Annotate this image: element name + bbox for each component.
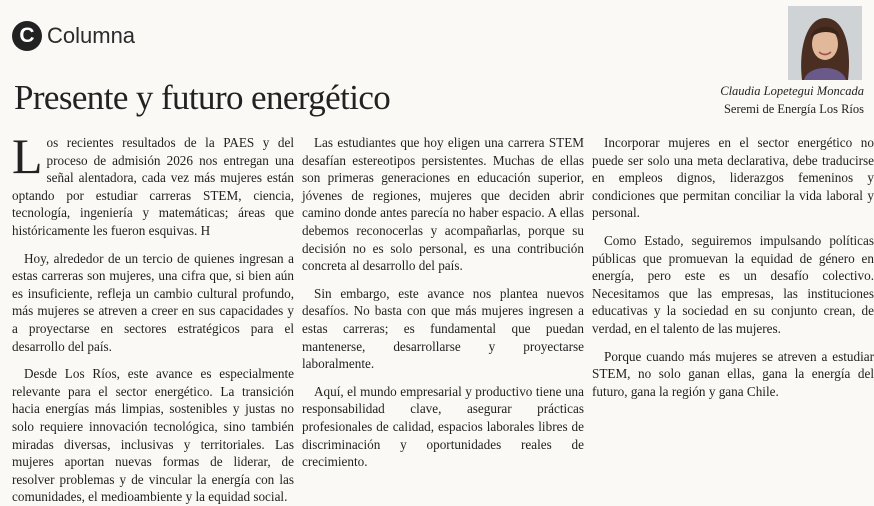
author-name: Claudia Lopetegui Moncada bbox=[720, 84, 864, 98]
article-column-3 bbox=[592, 134, 874, 424]
article-paragraph: Las estudiantes que hoy eligen una carrera STEM desafían estereotipos persistentes. Muchas de ellas son primeras generaciones en educación superior, jóvenes de regiones, mujeres que deciden abrir camino donde antes parecía no haber espacio. A ellas debemos reconocerlas y acompañarlas, porque su decisión no es solo personal, es una contribución concreta al desarrollo del país. bbox=[302, 135, 584, 274]
section-badge: C bbox=[12, 21, 42, 51]
article-column-1 bbox=[12, 128, 294, 505]
article-paragraph: Incorporar mujeres en el sector energético no puede ser solo una meta declarativa, debe traducirse en empleos dignos, liderazgos femeninos y condiciones que permitan conciliar la vida laboral y personal. bbox=[592, 135, 874, 221]
article-headline: Presente y futuro energético bbox=[14, 78, 391, 117]
drop-cap: L bbox=[12, 128, 43, 184]
article-paragraph: Como Estado, seguiremos impulsando políticas públicas que promuevan la equidad de género en energía, pero este es un desafío colectivo. Necesitamos que las empresas, las instituciones educativas y la sociedad en su conjunto crean, de verdad, en el talento de las mujeres. bbox=[592, 232, 874, 336]
article-paragraph: Sin embargo, este avance nos plantea nuevos desafíos. No basta con que más mujeres ingresen a estas carreras; es fundamental que puedan mantenerse, desarrollarse y proyectarse laboralmente. bbox=[302, 285, 584, 372]
article-paragraph: Aquí, el mundo empresarial y productivo tiene una responsabilidad clave, asegurar prácticas profesionales de calidad, espacios laborales libres de discriminación y oportunidades reales de crecimiento. bbox=[302, 383, 584, 470]
author-portrait-icon bbox=[788, 6, 862, 80]
article-paragraph: Desde Los Ríos, este avance es especialmente relevante para el sector energético. La transición hacia energías más limpias, sostenibles y justas no solo requiere innovación tecnológica, sino también miradas diversas, inclusivas y territoriales. Las mujeres aportan nuevas formas de liderar, de resolver problemas y de vincular la energía con las comunidades, el medioambiente y la equidad social. bbox=[12, 366, 294, 505]
section-label: Columna bbox=[47, 23, 136, 48]
article-paragraph: Hoy, alrededor de un tercio de quienes ingresan a estas carreras son mujeres, una cifra que, si bien aún es insuficiente, refleja un cambio cultural profundo, más mujeres se atreven a creer en sus capacidades y a proyectarse en sectores estratégicos para el desarrollo del país. bbox=[12, 250, 294, 354]
article-paragraph: Los recientes resultados de la PAES y del proceso de admisión 2026 nos entregan una señal alentadora, cada vez más mujeres están optando por estudiar carreras STEM, ciencia, tecnología, ingeniería y matemáticas; áreas que históricamente les fueron esquivas. H bbox=[12, 128, 294, 238]
author-portrait bbox=[788, 6, 862, 80]
author-role: Seremi de Energía Los Ríos bbox=[723, 102, 864, 116]
author-byline bbox=[720, 84, 864, 117]
section-tag bbox=[12, 21, 135, 51]
article-column-2 bbox=[302, 134, 584, 470]
article-paragraph: Porque cuando más mujeres se atreven a estudiar STEM, no solo ganan ellas, gana la energía del futuro, gana la región y gana Chile. bbox=[592, 348, 874, 399]
